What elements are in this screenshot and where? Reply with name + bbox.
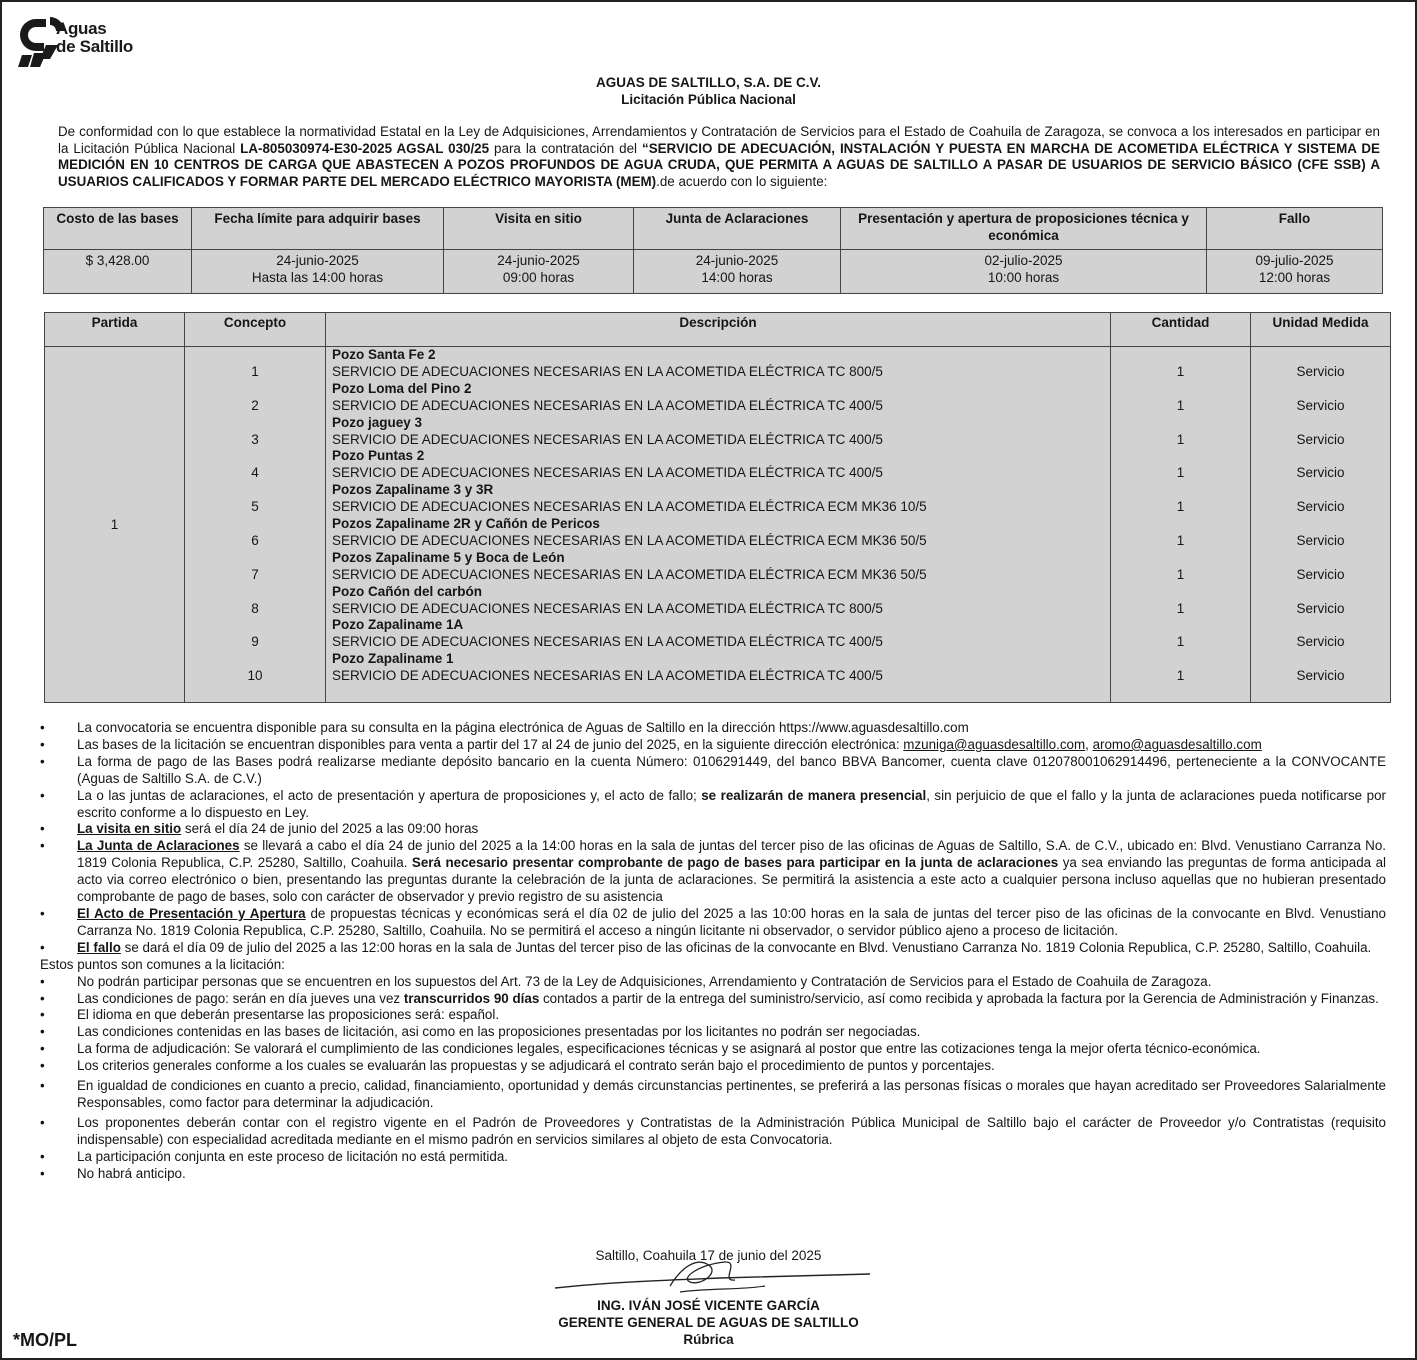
visit-cell bbox=[444, 250, 634, 294]
list-item bbox=[40, 1007, 1386, 1024]
items-table bbox=[44, 312, 1391, 703]
service-text: SERVICIO DE ADECUACIONES NECESARIAS EN LA ACOMETIDA ELÉCTRICA TC 400/5 bbox=[332, 668, 883, 684]
junta-cell bbox=[634, 250, 841, 294]
item-text: será el día 24 de junio del 2025 a las 09:00 horas bbox=[181, 821, 479, 837]
descripcion-cell bbox=[326, 381, 1110, 415]
descripcion-cell bbox=[326, 550, 1110, 584]
well-name: Pozos Zapaliname 3 y 3R bbox=[332, 482, 494, 498]
bullet-icon: • bbox=[40, 838, 45, 854]
well-name: Pozo Zapaliname 1A bbox=[332, 617, 464, 633]
company-name: AGUAS DE SALTILLO, S.A. DE C.V. bbox=[595, 75, 822, 90]
visit-time: 09:00 horas bbox=[502, 270, 575, 285]
service-description: “SERVICIO DE ADECUACIÓN, INSTALACIÓN Y PUESTA EN MARCHA DE ACOMETIDA ELÉCTRICA Y SISTEMA DE MEDICIÓN EN 10 CENTROS DE CARGA QUE ABASTECEN A POZOS PROFUNDOS DE AGUA CRUDA, QUE PERMITA A AGUAS DE SALTILLO A PASAR DE USUARIOS DE SERVICIO BÁSICO (CFE SSB) A USUARIOS CALIFICADOS Y FORMAR PARTE DEL MERCADO ELÉCTRICO MAYORISTA (MEM) bbox=[58, 140, 1380, 189]
header-limit: Fecha límite para adquirir bases bbox=[192, 208, 444, 250]
email-link-1[interactable]: mzuniga@aguasdesaltillo.com bbox=[903, 736, 1086, 752]
cantidad-cell: 1 bbox=[1176, 668, 1185, 684]
bullet-icon: • bbox=[40, 1114, 45, 1130]
item-bold-text: transcurridos 90 días bbox=[403, 990, 540, 1006]
cost-value: $ 3,428.00 bbox=[44, 250, 192, 294]
license-number: LA-805030974-E30-2025 AGSAL 030/25 bbox=[240, 140, 490, 156]
bullet-icon: • bbox=[40, 973, 45, 989]
item-text: Los criterios generales conforme a los cuales se evaluarán las propuestas y se adjudicará el contrato serán bajo el procedimiento de puntos y porcentajes. bbox=[77, 1058, 995, 1074]
concepto-cell: 2 bbox=[251, 397, 259, 413]
logo-wordmark bbox=[56, 20, 133, 56]
unidad-column bbox=[1251, 347, 1391, 703]
unidad-cell: Servicio bbox=[1296, 397, 1345, 413]
limit-time: Hasta las 14:00 horas bbox=[251, 270, 384, 285]
header-unidad: Unidad Medida bbox=[1251, 313, 1391, 347]
present-cell bbox=[841, 250, 1207, 294]
cantidad-cell: 1 bbox=[1176, 397, 1185, 413]
concepto-cell: 1 bbox=[251, 364, 259, 379]
header-junta: Junta de Aclaraciones bbox=[634, 208, 841, 250]
junta-time: 14:00 horas bbox=[701, 270, 773, 285]
header-fallo: Fallo bbox=[1207, 208, 1383, 250]
list-item bbox=[40, 1115, 1386, 1149]
unidad-cell: Servicio bbox=[1296, 431, 1345, 447]
unidad-cell: Servicio bbox=[1296, 600, 1345, 616]
list-item bbox=[40, 974, 1386, 991]
item-text: de propuestas técnicas y económicas será el día 02 de julio del 2025 a las 10:00 horas en la sala de juntas del tercer piso de las oficinas de la convocante en Blvd. Venustiano Carranza No. 1819 Colonia Republica, C.P. 25280, Saltillo, Coahuila. No se permitirá el acceso a ningún licitante ni observador, o servidor público ajeno a proceso de licitación. bbox=[77, 905, 1387, 938]
present-time: 10:00 horas bbox=[987, 270, 1060, 285]
visit-date: 24-junio-2025 bbox=[497, 253, 580, 268]
brand-line-2: de Saltillo bbox=[56, 37, 133, 56]
header-partida: Partida bbox=[45, 313, 185, 347]
list-item bbox=[40, 737, 1386, 754]
descripcion-cell bbox=[326, 516, 1110, 550]
unidad-cell: Servicio bbox=[1296, 566, 1345, 582]
concepto-cell: 6 bbox=[251, 532, 259, 548]
common-points-heading: Estos puntos son comunes a la licitación: bbox=[40, 956, 285, 972]
list-item bbox=[40, 1024, 1386, 1041]
bullet-icon: • bbox=[40, 939, 45, 955]
concepto-column bbox=[185, 347, 326, 703]
cantidad-cell: 1 bbox=[1176, 499, 1185, 515]
place-date: Saltillo, Coahuila 17 de junio del 2025 bbox=[595, 1248, 822, 1263]
list-item bbox=[40, 754, 1386, 788]
bullet-icon: • bbox=[40, 1058, 45, 1074]
well-name: Pozo Puntas 2 bbox=[332, 448, 425, 464]
item-bold-text: Será necesario presentar comprobante de pago de bases para participar en la junta de aclaraciones bbox=[411, 855, 1059, 871]
signature-scribble-icon bbox=[550, 1252, 880, 1302]
cantidad-cell: 1 bbox=[1176, 566, 1185, 582]
cantidad-cell: 1 bbox=[1176, 465, 1185, 481]
footer-code: *MO/PL bbox=[13, 1330, 78, 1350]
item-text: La forma de adjudicación: Se valorará el cumplimiento de las condiciones legales, especificaciones técnicas y se asignará al postor que entre las cotizaciones tenga la mejor oferta técnico-económica. bbox=[77, 1041, 1261, 1057]
header-concepto: Concepto bbox=[185, 313, 326, 347]
descripcion-cell bbox=[326, 651, 1110, 685]
well-name: Pozo Santa Fe 2 bbox=[332, 347, 436, 362]
unidad-cell: Servicio bbox=[1296, 532, 1345, 548]
items-header-row bbox=[45, 313, 1391, 347]
schedule-header-row bbox=[44, 208, 1383, 250]
bullet-icon: • bbox=[40, 1041, 45, 1057]
unidad-cell: Servicio bbox=[1296, 499, 1345, 515]
well-name: Pozos Zapaliname 2R y Cañón de Pericos bbox=[332, 515, 600, 531]
item-text: No podrán participar personas que se encuentren en los supuestos del Art. 73 de la Ley de Adquisiciones, Arrendamiento y Contratación de Servicios para el Estado de Coahuila de Zaragoza. bbox=[77, 973, 1212, 989]
list-item bbox=[40, 821, 1386, 838]
item-text: Las bases de la licitación se encuentran disponibles para venta a partir del 17 al 24 de junio del 2025, en la siguiente dirección electrónica: bbox=[77, 736, 904, 752]
item-text: El idioma en que deberán presentarse las proposiciones será: español. bbox=[77, 1007, 500, 1023]
unidad-cell: Servicio bbox=[1296, 465, 1345, 481]
item-heading: El Acto de Presentación y Apertura bbox=[77, 905, 306, 921]
service-text: SERVICIO DE ADECUACIONES NECESARIAS EN LA ACOMETIDA ELÉCTRICA ECM MK36 50/5 bbox=[332, 566, 927, 582]
descripcion-cell bbox=[326, 415, 1110, 449]
bullet-icon: • bbox=[40, 821, 45, 837]
unidad-cell: Servicio bbox=[1296, 364, 1345, 379]
list-item bbox=[40, 720, 1386, 737]
bullet-icon: • bbox=[40, 905, 45, 921]
item-text: En igualdad de condiciones en cuanto a precio, calidad, financiamiento, oportunidad y demás circunstancias pertinentes, se preferirá a las personas físicas o morales que hayan acreditado ser Proveedores Salarialmente Responsables, como factor para determinar la adjudicación. bbox=[77, 1078, 1386, 1110]
cantidad-cell: 1 bbox=[1176, 634, 1185, 650]
present-date: 02-julio-2025 bbox=[984, 253, 1063, 268]
concepto-cell: 5 bbox=[251, 499, 259, 515]
unidad-cell: Servicio bbox=[1296, 634, 1345, 650]
bullet-icon: • bbox=[40, 1148, 45, 1164]
concepto-cell: 4 bbox=[251, 465, 259, 481]
bullet-icon: • bbox=[40, 990, 45, 1006]
bullet-icon: • bbox=[40, 1007, 45, 1023]
unidad-cell: Servicio bbox=[1296, 668, 1345, 684]
item-text: La forma de pago de las Bases podrá realizarse mediante depósito bancario en la cuenta Número: 0106291449, del banco BBVA Bancomer, cuenta clave 012078001062914496, perteneciente a la CONVOCANTE (Aguas de Saltillo S.A. de C.V.) bbox=[77, 753, 1386, 786]
service-text: SERVICIO DE ADECUACIONES NECESARIAS EN LA ACOMETIDA ELÉCTRICA TC 400/5 bbox=[332, 465, 883, 481]
service-text: SERVICIO DE ADECUACIONES NECESARIAS EN LA ACOMETIDA ELÉCTRICA ECM MK36 50/5 bbox=[332, 532, 927, 548]
cantidad-cell: 1 bbox=[1176, 364, 1185, 379]
item-text: La convocatoria se encuentra disponible para su consulta en la página electrónica de Aguas de Saltillo en la dirección https://www.aguasdesaltillo.com bbox=[77, 720, 969, 735]
item-text: contados a partir de la entrega del suministro/servicio, así como recibida y aprobada la factura por la Gerencia de Administración y Finanzas. bbox=[539, 990, 1379, 1006]
item-bold-text: se realizarán de manera presencial bbox=[701, 787, 927, 803]
item-heading: El fallo bbox=[77, 939, 121, 955]
intro-text-3: .de acuerdo con lo siguiente: bbox=[656, 173, 828, 189]
service-text: SERVICIO DE ADECUACIONES NECESARIAS EN LA ACOMETIDA ELÉCTRICA TC 400/5 bbox=[332, 634, 883, 650]
concepto-cell: 9 bbox=[251, 634, 259, 650]
schedule-table bbox=[43, 207, 1383, 294]
bullet-icon: • bbox=[40, 1024, 45, 1040]
item-text: La o las juntas de aclaraciones, el acto de presentación y apertura de proposiciones y, el acto de fallo; bbox=[77, 787, 702, 803]
list-item bbox=[40, 1166, 1386, 1183]
descripcion-cell bbox=[326, 482, 1110, 516]
list-item bbox=[40, 788, 1386, 822]
concepto-cell: 8 bbox=[251, 600, 259, 616]
concepto-cell: 7 bbox=[251, 566, 259, 582]
header-cost: Costo de las bases bbox=[44, 208, 192, 250]
cantidad-cell: 1 bbox=[1176, 532, 1185, 548]
limit-cell bbox=[192, 250, 444, 294]
concepto-cell: 3 bbox=[251, 431, 259, 447]
list-item bbox=[40, 1078, 1386, 1112]
intro-text-1: De conformidad con lo que establece la normatividad Estatal en la Ley de Adquisiciones, Arrendamientos y Contratación de Servicios para el Estado de Coahuila de Zaragoza, se convoca a los interesados en participar en la Licitación Pública Nacional bbox=[58, 124, 1380, 156]
well-name: Pozos Zapaliname 5 y Boca de León bbox=[332, 549, 565, 565]
schedule-values-row bbox=[44, 250, 1383, 294]
list-item bbox=[40, 1058, 1386, 1075]
well-name: Pozo Cañón del carbón bbox=[332, 583, 483, 599]
bullet-icon: • bbox=[40, 736, 45, 752]
document-header bbox=[0, 74, 1417, 108]
items-body-row bbox=[45, 347, 1391, 703]
service-text: SERVICIO DE ADECUACIONES NECESARIAS EN LA ACOMETIDA ELÉCTRICA TC 800/5 bbox=[332, 600, 883, 616]
service-text: SERVICIO DE ADECUACIONES NECESARIAS EN LA ACOMETIDA ELÉCTRICA TC 800/5 bbox=[332, 364, 883, 379]
well-name: Pozo jaguey 3 bbox=[332, 414, 423, 430]
item-heading: La Junta de Aclaraciones bbox=[77, 838, 240, 854]
limit-date: 24-junio-2025 bbox=[276, 253, 359, 268]
list-item bbox=[40, 906, 1386, 940]
well-name: Pozo Loma del Pino 2 bbox=[332, 380, 472, 396]
service-text: SERVICIO DE ADECUACIONES NECESARIAS EN LA ACOMETIDA ELÉCTRICA ECM MK36 10/5 bbox=[332, 499, 927, 515]
bullet-icon: • bbox=[40, 720, 45, 735]
list-item bbox=[40, 838, 1386, 906]
descripcion-cell bbox=[326, 584, 1110, 618]
header-presentation: Presentación y apertura de proposiciones técnica y económica bbox=[841, 208, 1207, 250]
well-name: Pozo Zapaliname 1 bbox=[332, 651, 454, 667]
brand-line-1: Aguas bbox=[56, 19, 107, 38]
list-item bbox=[40, 1041, 1386, 1058]
list-item bbox=[40, 1149, 1386, 1166]
header-descripcion: Descripción bbox=[326, 313, 1111, 347]
cantidad-cell: 1 bbox=[1176, 600, 1185, 616]
item-text: Las condiciones contenidas en las bases de licitación, asi como en las proposiciones presentadas por los licitantes no podrán ser negociadas. bbox=[77, 1024, 921, 1040]
item-heading: La visita en sitio bbox=[77, 821, 182, 837]
signer-name: ING. IVÁN JOSÉ VICENTE GARCÍA bbox=[597, 1298, 820, 1313]
list-item bbox=[40, 940, 1386, 957]
bullet-icon: • bbox=[40, 753, 45, 769]
signer-title: GERENTE GENERAL DE AGUAS DE SALTILLO bbox=[558, 1315, 859, 1330]
cantidad-cell: 1 bbox=[1176, 431, 1185, 447]
concepto-cell: 10 bbox=[247, 668, 263, 684]
descripcion-cell bbox=[326, 448, 1110, 482]
descripcion-cell bbox=[326, 347, 1110, 381]
bullet-icon: • bbox=[40, 1165, 45, 1181]
item-text: Las condiciones de pago: serán en día jueves una vez bbox=[77, 990, 404, 1006]
cantidad-column bbox=[1111, 347, 1251, 703]
item-text: La participación conjunta en este proceso de licitación no está permitida. bbox=[77, 1148, 508, 1164]
intro-paragraph bbox=[58, 124, 1380, 190]
partida-value: 1 bbox=[45, 347, 185, 703]
item-text: Los proponentes deberán contar con el registro vigente en el Padrón de Proveedores y Contratistas de la Administración Pública Municipal de Saltillo bajo el carácter de Proveedor y/o Contratistas (requisito indispensable) con especialidad acreditada mediante en el mismo padrón en servicios similares al objeto de esta Convocatoria. bbox=[77, 1114, 1386, 1147]
bullet-icon: • bbox=[40, 787, 45, 803]
descripcion-column bbox=[326, 347, 1111, 703]
service-text: SERVICIO DE ADECUACIONES NECESARIAS EN LA ACOMETIDA ELÉCTRICA TC 400/5 bbox=[332, 397, 883, 413]
item-text: No habrá anticipo. bbox=[77, 1165, 186, 1181]
header-cantidad: Cantidad bbox=[1111, 313, 1251, 347]
item-text: ya sea enviando las preguntas de forma anticipada al acto via correo electrónico o bien, presentando las preguntas durante la celebración de la junta de aclaraciones. Se permitirá la asistencia a este acto a cualquier persona incluso aquellas que no hubieran presentado comprobante de pago de bases, solo con carácter de observador y previo registro de su asistencia bbox=[77, 855, 1387, 905]
rubrica-label: Rúbrica bbox=[683, 1332, 734, 1347]
tender-type: Licitación Pública Nacional bbox=[621, 92, 796, 107]
descripcion-cell bbox=[326, 617, 1110, 651]
bullet-icon: • bbox=[40, 1078, 45, 1094]
header-visit: Visita en sitio bbox=[444, 208, 634, 250]
fallo-date: 09-julio-2025 bbox=[1255, 253, 1334, 268]
conditions-list bbox=[40, 720, 1386, 1182]
item-text: se dará el día 09 de julio del 2025 a las 12:00 horas en la sala de Juntas del tercer piso de las oficinas de la convocante en Blvd. Venustiano Carranza No. 1819 Colonia Republica, C.P. 25280, Saltillo, Coahuila. bbox=[120, 939, 1372, 955]
intro-text-2: para la contratación del bbox=[489, 140, 642, 156]
email-separator: , bbox=[1085, 736, 1093, 752]
fallo-cell bbox=[1207, 250, 1383, 294]
junta-date: 24-junio-2025 bbox=[695, 253, 779, 268]
email-link-2[interactable]: aromo@aguasdesaltillo.com bbox=[1092, 736, 1262, 752]
service-text: SERVICIO DE ADECUACIONES NECESARIAS EN LA ACOMETIDA ELÉCTRICA TC 400/5 bbox=[332, 431, 883, 447]
item-text: se llevará a cabo el día 24 de junio del 2025 a la 14:00 horas en la sala de juntas del tercer piso de las oficinas de Aguas de Saltillo, S.A. de C.V., ubicado en: Blvd. Venustiano Carranza No. 1819 Colonia Republica, C.P. 25280, Saltillo, Coahuila. bbox=[77, 838, 1386, 871]
item-text: , sin perjuicio de que el fallo y la junta de aclaraciones pueda notificarse por escrito conforme a lo dispuesto en Ley. bbox=[77, 787, 1386, 820]
list-item bbox=[40, 991, 1386, 1008]
fallo-time: 12:00 horas bbox=[1258, 270, 1331, 285]
